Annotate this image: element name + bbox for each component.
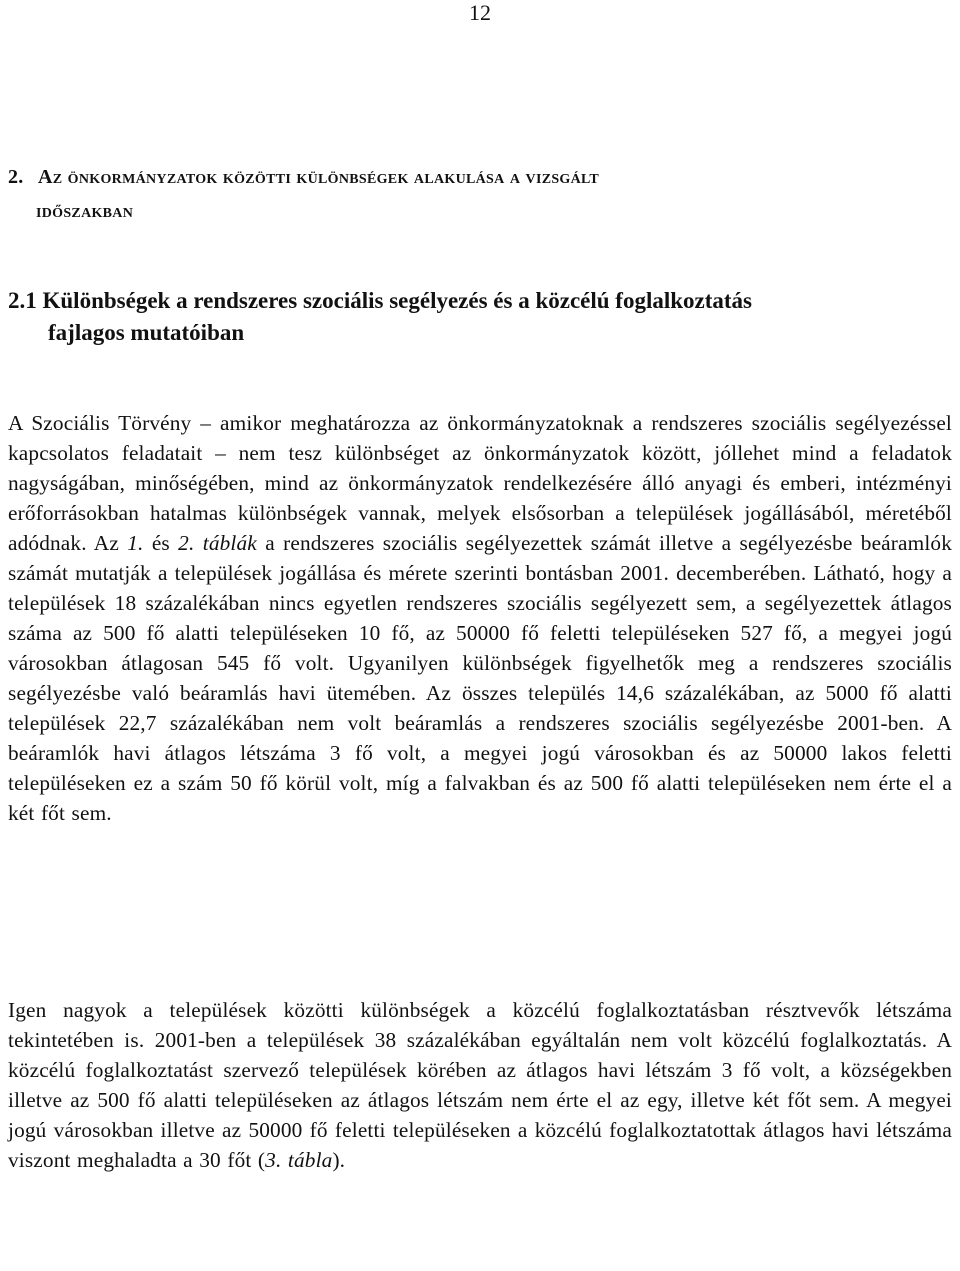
chapter-number: 2. (8, 166, 24, 188)
section-title-line2: fajlagos mutatóiban (48, 320, 245, 345)
body-paragraph-2 (8, 995, 952, 1175)
table-reference-2: 2. táblák (178, 531, 257, 555)
body-paragraph-1 (8, 408, 952, 828)
chapter-title-line2: időszakban (36, 200, 134, 222)
section-heading (8, 285, 953, 349)
table-reference-3: 3. tábla (265, 1148, 333, 1172)
table-reference-1: 1. (127, 531, 144, 555)
section-title-line1: 2.1 Különbségek a rendszeres szociális segélyezés és a közcélú foglalkoztatás (8, 288, 753, 313)
page-number: 12 (469, 0, 491, 25)
paragraph2-text-1: Igen nagyok a települések közötti különbségek a közcélú foglalkoztatásban résztvevők létszáma tekintetében is. 2001-ben a települések 38 százalékában egyáltalán nem volt közcélú foglalkoztatás. A közcélú foglalkoztatást szervező települések körében az átlagos havi létszám 3 fő volt, a községekben illetve az 500 fő alatti településeken az átlagos létszám nem érte el az egy, illetve két főt sem. A megyei jogú városokban illetve az 50000 fő feletti településeken a közcélú foglalkoztatottak átlagos havi létszáma viszont meghaladta a 30 főt ( (8, 998, 952, 1172)
paragraph2-text-2: ). (332, 1148, 346, 1172)
chapter-heading (8, 160, 953, 228)
paragraph1-text-1: A Szociális Törvény – amikor meghatározza az önkormányzatoknak a rendszeres szociális segélyezéssel kapcsolatos feladatait – nem tesz különbséget az önkormányzatok között, jóllehet mind a feladatok nagyságában, minőségében, mind az önkormányzatok rendelkezésére álló anyagi és emberi, intézményi erőforrásokban hatalmas különbségek vannak, melyek elsősorban a települések jogállásából, méretéből adódnak. Az (8, 411, 952, 555)
chapter-title-line1: Az önkormányzatok közötti különbségek alakulása a vizsgált (38, 166, 600, 188)
paragraph1-text-2: és (143, 531, 179, 555)
paragraph1-text-3: a rendszeres szociális segélyezettek számát illetve a segélyezésbe beáramlók számát mutatják a települések jogállása és mérete szerinti bontásban 2001. decemberében. Látható, hogy a települések 18 százalékában nincs egyetlen rendszeres szociális segélyezett sem, a segélyezettek átlagos száma az 500 fő alatti településeken 10 fő, az 50000 fő feletti településeken 527 fő, a megyei jogú városokban átlagosan 545 fő volt. Ugyanilyen különbségek figyelhetők meg a rendszeres szociális segélyezésbe való beáramlás havi ütemében. Az összes település 14,6 százalékában, az 5000 fő alatti települések 22,7 százalékában nem volt beáramlás a rendszeres szociális segélyezésbe 2001-ben. A beáramlók havi átlagos létszáma 3 fő volt, a megyei jogú városokban és az 50000 lakos feletti településeken ez a szám 50 fő körül volt, míg a falvakban és az 500 fő alatti településeken nem érte el a két főt sem. (8, 531, 952, 825)
